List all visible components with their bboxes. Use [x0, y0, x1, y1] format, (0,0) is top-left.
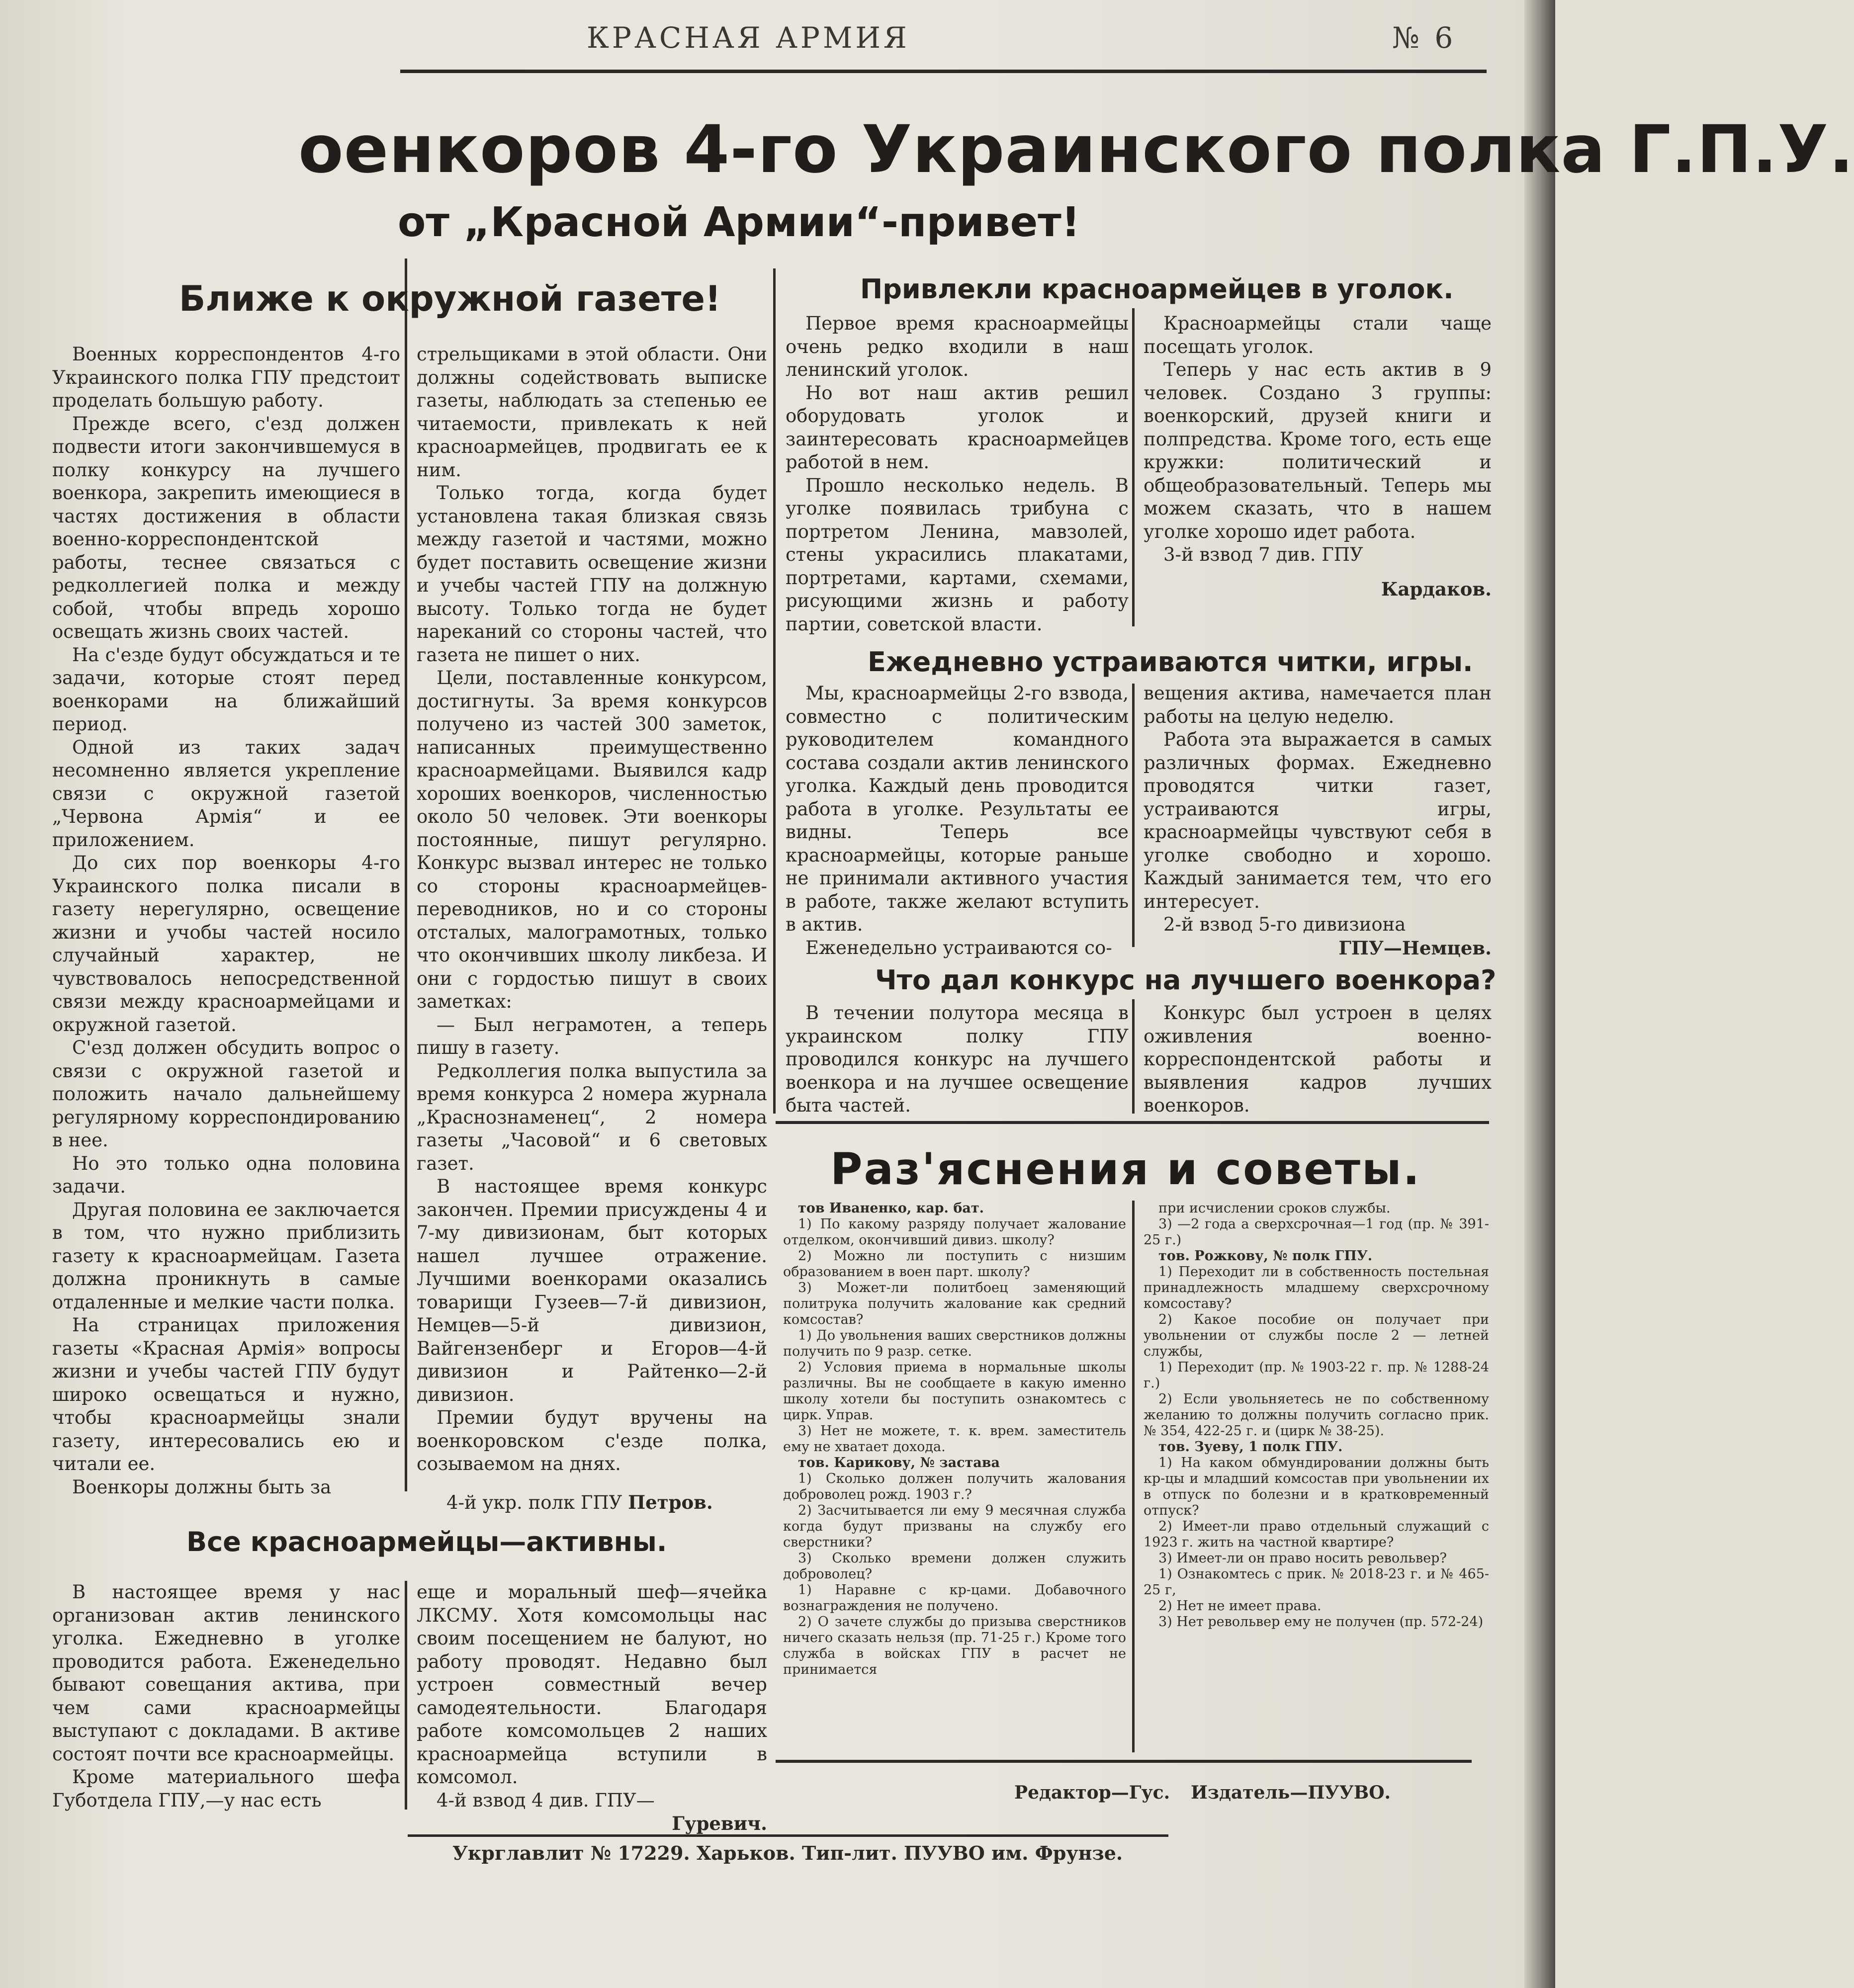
- article4-column-2: [1144, 682, 1492, 959]
- paragraph: Кроме материального шефа Губотдела ГПУ,—у нас есть: [52, 1766, 400, 1811]
- qa-item: 1) Ознакомтесь с прик. № 2018-23 г. и № 465-25 г,: [1144, 1566, 1489, 1598]
- paragraph: Редколлегия полка выпустила за время конкурса 2 номера журнала „Краснознаменец“, 2 номера газеты „Часовой“ и 6 световых газет.: [417, 1060, 767, 1174]
- article4-column-1: [786, 682, 1129, 959]
- signature-name: Петров.: [628, 1491, 713, 1513]
- qa-addressee: тов Иваненко, кар. бат.: [798, 1201, 984, 1216]
- paragraph: Только тогда, когда будет установлена такая близкая связь между газетой и частями, можно будет поставить освещение жизни и учебы частей ГПУ на должную высоту. Только тогда не будет нареканий со стороны частей, что газета не пишет о них.: [417, 482, 767, 666]
- banner-subtitle: от „Красной Армии“-привет!: [398, 199, 1080, 246]
- qa-item: 3) Имеет-ли он право носить револьвер?: [1158, 1551, 1447, 1566]
- paragraph: Но это только одна половина задачи.: [52, 1152, 400, 1197]
- banner-title: оенкоров 4-го Украинского полка Г.П.У.: [298, 111, 1854, 188]
- article3-title: Привлекли красноармейцев в уголок.: [860, 273, 1454, 305]
- paragraph: Но вот наш актив решил оборудовать уголок и заинтересовать красноармейцев работой в нем.: [786, 382, 1129, 473]
- article1-column-1: [52, 343, 400, 1499]
- qa-item: 2) О зачете службы до призыва сверстников ничего сказать нельзя (пр. 71-25 г.) Кроме того служба в войсках ГПУ в расчет не принимается: [783, 1614, 1126, 1677]
- qa-column-2: [1144, 1201, 1489, 1630]
- column-rule-7: [405, 1581, 407, 1810]
- qa-item: 1) По какому разряду получает жалование отделком, окончивший дивиз. школу?: [783, 1216, 1126, 1248]
- paragraph: Одной из таких задач несомненно является укрепление связи с окружной газетой „Червона Армія“ и ее приложением.: [52, 736, 400, 851]
- paragraph: вещения актива, намечается план работы на целую неделю.: [1144, 683, 1492, 727]
- qa-item: 3) Сколько времени должен служить доброволец?: [783, 1551, 1126, 1582]
- article5-title: Что дал конкурс на лучшего военкора?: [875, 964, 1497, 996]
- spacer: [52, 1506, 768, 1508]
- signature-name: Кардаков.: [1381, 578, 1492, 600]
- column-rule-5: [1132, 999, 1135, 1114]
- signature: [417, 1789, 767, 1813]
- signature-unit: 3-й взвод 7 див. ГПУ: [1163, 544, 1363, 565]
- qa-item: 2) Условия приема в нормальные школы различны. Вы не сообщаете в какую именно школу хотели бы поступить ознакомтесь с цирк. Управ.: [783, 1360, 1126, 1423]
- paragraph: Мы, красноармейцы 2-го взвода, совместно с политическим руководителем командного состава создали актив ленинского уголка. Каждый день проводится работа в уголке. Результаты ее видны. Теперь все красноармейцы, которые раньше не принимали активного участия в работе, также желают вступить в актив.: [786, 683, 1129, 935]
- qa-item: 1) До увольнения ваших сверстников должны получить по 9 разр. сетке.: [783, 1328, 1126, 1359]
- article5-column-2: [1144, 1002, 1492, 1118]
- column-rule-3: [1132, 308, 1135, 626]
- qa-item: 3) —2 года а сверхсрочная—1 год (пр. № 391-25 г.): [1144, 1216, 1489, 1248]
- paragraph: Красноармейцы стали чаще посещать уголок.: [1144, 313, 1492, 357]
- column-rule-6: [1132, 1201, 1135, 1752]
- paragraph: В настоящее время у нас организован актив ленинского уголка. Ежедневно в уголке проводится работа. Еженедельно бывают совещания актива, при чем сами красноармейцы выступают с докладами. В активе состоят почти все красноармейцы.: [52, 1581, 400, 1765]
- paragraph: На страницах приложения газеты «Красная Армія» вопросы жизни и учебы частей ГПУ будут широко освещаться и нужно, чтобы красноармейцы знали газету, интересовались ею и читали ее.: [52, 1314, 400, 1474]
- imprint-rule: [408, 1834, 1168, 1837]
- paragraph: Работа эта выражается в самых различных формах. Ежедневно проводятся читки газет, устраиваются игры, красноармейцы чувствуют себя в уголке свободно и хорошо. Каждый занимается тем, что его интересует.: [1144, 729, 1492, 912]
- article1-title: Ближе к окружной газете!: [179, 278, 721, 319]
- paragraph: С'езд должен обсудить вопрос о связи с окружной газетой и положить начало дальнейшему регулярному корреспондированию в нее.: [52, 1037, 400, 1151]
- paragraph: На с'езде будут обсуждаться и те задачи, которые стоят перед военкорами на ближайший период.: [52, 644, 400, 735]
- paragraph: Теперь у нас есть актив в 9 человек. Создано 3 группы: военкорский, друзей книги и полпредства. Кроме того, есть еще кружки: политический и общеобразовательный. Теперь мы можем сказать, что в нашем уголке хорошо идет работа.: [1144, 359, 1492, 542]
- header-rule: [400, 70, 1487, 73]
- column-rule-2: [773, 268, 776, 1114]
- qa-item: 2) Если увольняетесь не по собственному желанию то должны получить согласно прик. № 354, 422-25 г. и (цирк № 38-25).: [1144, 1391, 1489, 1439]
- article1-column-2: [417, 343, 767, 1514]
- publisher-credit: Издатель—ПУУВО.: [1191, 1782, 1391, 1803]
- paragraph: Другая половина ее заключается в том, что нужно приблизить газету к красноармейцам. Газета должна проникнуть в самые отдаленные и мелкие части полка.: [52, 1199, 400, 1313]
- paragraph: Прежде всего, с'езд должен подвести итоги закончившемуся в полку конкурсу на лучшего военкора, закрепить имеющиеся в частях достижения в области военно-корреспондентской работы, теснее связаться с редколлегией полка и между собой, чтобы впредь хорошо освещать жизнь своих частей.: [52, 413, 400, 642]
- paragraph: — Был неграмотен, а теперь пишу в газету.: [417, 1014, 767, 1058]
- qa-addressee: тов. Рожкову, № полк ГПУ.: [1158, 1248, 1373, 1264]
- article3-column-1: [786, 312, 1129, 636]
- section-rule-top: [776, 1121, 1489, 1124]
- article2-column-2: [417, 1581, 767, 1835]
- qa-item: 1) Наравне с кр-цами. Добавочного вознаграждения не получено.: [783, 1582, 1126, 1614]
- qa-item: 2) Какое пособие он получает при увольнении от службы после 2 — летней службы,: [1144, 1312, 1489, 1359]
- paragraph: Прошло несколько недель. В уголке появилась трибуна с портретом Ленина, мавзолей, стены украсились плакатами, портретами, картами, схемами, рисующими жизнь и работу партии, советской власти.: [786, 474, 1129, 635]
- qa-item: 2) Нет не имеет права.: [1158, 1598, 1322, 1614]
- signature: [417, 1491, 767, 1515]
- signature-name: ГПУ—Немцев.: [1338, 937, 1492, 959]
- paragraph: В настоящее время конкурс закончен. Премии присуждены 4 и 7-му дивизионам, быт которых нашел лучшее отражение. Лучшими военкорами оказались товарищи Гузеев—7-й дивизион, Немцев—5-й дивизион, Вайгензенберг и Егоров—4-й дивизион и Райтенко—2-й дивизион.: [417, 1176, 767, 1405]
- paragraph: еще и моральный шеф—ячейка ЛКСМУ. Хотя комсомольцы нас своим посещением не балуют, но работу проводят. Недавно был устроен совместный вечер самодеятельности. Благодаря работе комсомольцев 2 наших красноармейца вступили в комсомол.: [417, 1581, 767, 1788]
- article2-column-1: [52, 1581, 400, 1812]
- paragraph: Военкоры должны быть за: [72, 1476, 332, 1498]
- paragraph: Премии будут вручены на военкоровском с'езде полка, созываемом на днях.: [417, 1407, 767, 1474]
- page-edge-shadow: [1524, 0, 1555, 1988]
- article3-column-2: [1144, 312, 1492, 601]
- paper-name: КРАСНАЯ АРМИЯ: [587, 21, 910, 55]
- article4-title: Ежедневно устраиваются читки, игры.: [868, 646, 1473, 678]
- qa-item: 2) Засчитывается ли ему 9 месячная служба когда будут призваны на службу его сверстники?: [783, 1503, 1126, 1550]
- qa-addressee: тов. Зуеву, 1 полк ГПУ.: [1158, 1439, 1343, 1455]
- issue-number: № 6: [1392, 21, 1456, 55]
- signature-unit: 2-й взвод 5-го дивизиона: [1163, 914, 1406, 935]
- editor-credit: Редактор—Гус.: [1014, 1782, 1170, 1803]
- signature-name: Гуревич.: [672, 1813, 767, 1834]
- paragraph: Военных корреспондентов 4-го Украинского полка ГПУ предстоит проделать большую работу.: [52, 344, 400, 411]
- qa-column-1: [783, 1201, 1126, 1678]
- paragraph: В течении полутора месяца в украинском полку ГПУ проводился конкурс на лучшего военкора и на лучшее освещение быта частей.: [786, 1002, 1129, 1116]
- column-rule-1: [405, 259, 407, 1491]
- article2-title: Все красноармейцы—активны.: [186, 1526, 667, 1557]
- column-rule-4: [1132, 684, 1135, 947]
- qa-item: 3) Нет револьвер ему не получен (пр. 572-24): [1158, 1614, 1484, 1630]
- paragraph: стрельщиками в этой области. Они должны содействовать выписке газеты, наблюдать за степенью ее читаемости, привлекать к ней красноармейцев, продвигать ее к ним.: [417, 344, 767, 481]
- signature-unit: 4-й взвод 4 див. ГПУ—: [437, 1789, 655, 1811]
- article6-title: Раз'яснения и советы.: [830, 1143, 1421, 1195]
- qa-item: 2) Имеет-ли право отдельный служащий с 1923 г. жить на частной квартире?: [1144, 1519, 1489, 1550]
- qa-addressee: тов. Карикову, № застава: [798, 1455, 1000, 1470]
- qa-item: 2) Можно ли поступить с низшим образованием в воен парт. школу?: [783, 1248, 1126, 1280]
- paragraph: До сих пор военкоры 4-го Украинского полка писали в газету нерегулярно, освещение жизни и учобы частей носило случайный характер, не чувствовалось непосредственной связи между красноармейцами и окружной газетой.: [52, 852, 400, 1036]
- section-rule-bottom: [776, 1760, 1472, 1763]
- paragraph: Цели, поставленные конкурсом, достигнуты. За время конкурсов получено из частей 300 заметок, написанных преимущественно красноармейцами. Выявился кадр хороших военкоров, численностью около 50 человек. Эти военкоры постоянные, пишут регулярно. Конкурс вызвал интерес не только со стороны красноармейцев-переводников, но и со стороны отсталых, малограмотных, только что окончивших школу ликбеза. И они с гордостью пишут в своих заметках:: [417, 667, 767, 1012]
- signature-unit: 4-й укр. полк ГПУ: [446, 1491, 622, 1513]
- qa-item: 1) На каком обмундировании должны быть кр-цы и младший комсостав при увольнении их в отпуск по болезни и в кратковременный отпуск?: [1144, 1455, 1489, 1518]
- qa-item: 3) Может-ли политбоец заменяющий политрука получить жалование как средний комсостав?: [783, 1280, 1126, 1327]
- article5-column-1: [786, 1002, 1129, 1118]
- qa-item: 1) Сколько должен получить жалования доброволец рожд. 1903 г.?: [783, 1471, 1126, 1502]
- paragraph: Еженедельно устраиваются со-: [805, 937, 1112, 958]
- imprint: Укрглавлит № 17229. Харьков. Тип-лит. ПУУВО им. Фрунзе.: [452, 1842, 1123, 1864]
- qa-item: 3) Нет не можете, т. к. врем. заместитель ему не хватает дохода.: [783, 1423, 1126, 1455]
- qa-item: при исчислении сроков службы.: [1158, 1201, 1391, 1216]
- qa-item: 1) Переходит ли в собственность постельная принадлежность младшему сверхсрочному комсоставу?: [1144, 1264, 1489, 1311]
- paragraph: Конкурс был устроен в целях оживления военно-корреспондентской работы и выявления кадров лучших военкоров.: [1144, 1002, 1492, 1116]
- qa-item: 1) Переходит (пр. № 1903-22 г. пр. № 1288-24 г.): [1144, 1360, 1489, 1391]
- paragraph: Первое время красноармейцы очень редко входили в наш ленинский уголок.: [786, 313, 1129, 380]
